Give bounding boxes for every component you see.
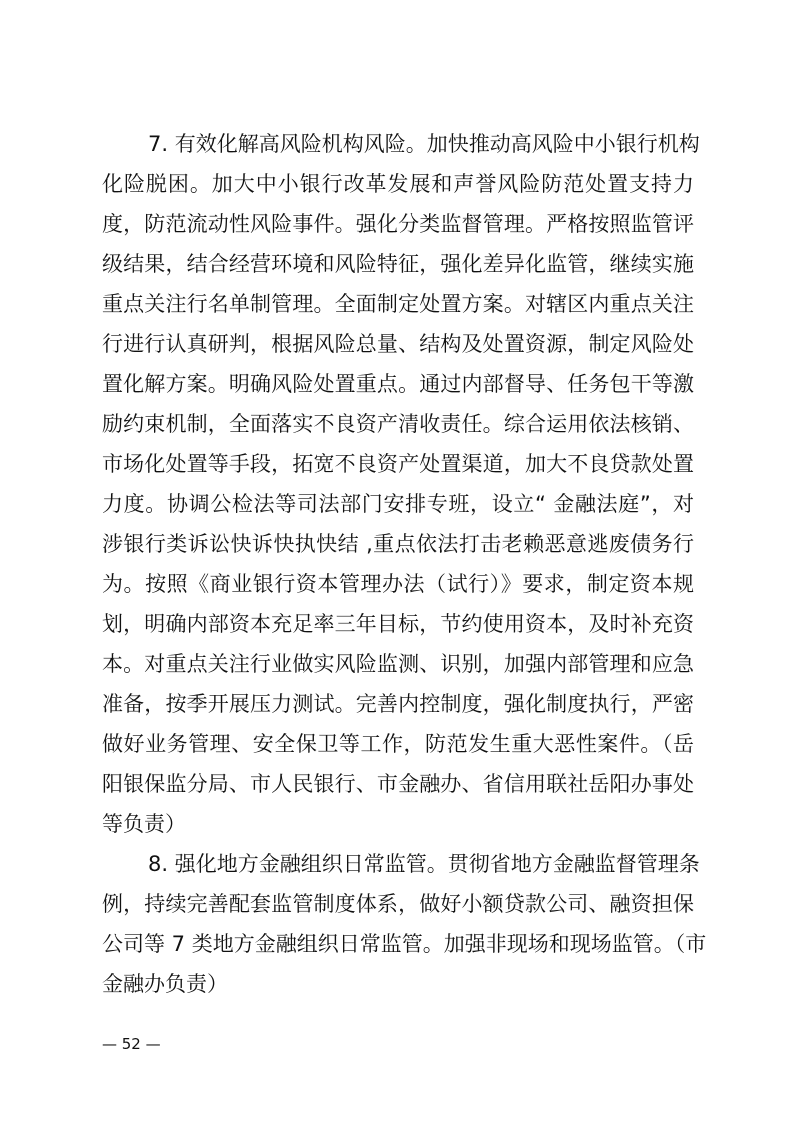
text-line: 涉银行类诉讼快诉快执快结 ,重点依法打击老赖恶意逃废债务行 [102, 532, 694, 556]
text-line: 力度。协调公检法等司法部门安排专班，设立“ 金融法庭”，对 [102, 492, 694, 516]
text-line: 例，持续完善配套监管制度体系，做好小额贷款公司、融资担保 [102, 892, 694, 916]
text-line: 级结果，结合经营环境和风险特征，强化差异化监管，继续实施 [102, 252, 694, 276]
text-line: 化险脱困。加大中小银行改革发展和声誉风险防范处置支持力 [102, 172, 694, 196]
text-line: 做好业务管理、安全保卫等工作，防范发生重大恶性案件。（岳 [102, 732, 694, 756]
text-line: 阳银保监分局、市人民银行、市金融办、省信用联社岳阳办事处 [102, 772, 694, 796]
text-line: 公司等 7 类地方金融组织日常监管。加强非现场和现场监管。（市 [102, 932, 707, 956]
text-line: 本。对重点关注行业做实风险监测、识别，加强内部管理和应急 [102, 652, 694, 676]
paragraph-7 [102, 124, 700, 844]
text-line: 为。按照《商业银行资本管理办法（试行）》要求，制定资本规 [102, 572, 694, 596]
text-line: 行进行认真研判，根据风险总量、结构及处置资源，制定风险处 [102, 332, 694, 356]
text-line: 市场化处置等手段，拓宽不良资产处置渠道，加大不良贷款处置 [102, 452, 694, 476]
text-line: 7. 有效化解高风险机构风险。加快推动高风险中小银行机构 [148, 132, 700, 156]
text-line: 准备，按季开展压力测试。完善内控制度，强化制度执行，严密 [102, 692, 694, 716]
page-number: — 52 — [102, 1035, 161, 1053]
text-line: 置化解方案。明确风险处置重点。通过内部督导、任务包干等激 [102, 372, 694, 396]
paragraph-8 [102, 844, 707, 1004]
text-line: 8. 强化地方金融组织日常监管。贯彻省地方金融监督管理条 [148, 852, 700, 876]
text-line: 励约束机制，全面落实不良资产清收责任。综合运用依法核销、 [102, 412, 694, 436]
text-line: 金融办负责） [102, 972, 228, 996]
text-line: 等负责） [102, 812, 186, 836]
text-line: 划，明确内部资本充足率三年目标，节约使用资本，及时补充资 [102, 612, 694, 636]
document-body [102, 124, 707, 1004]
text-line: 重点关注行名单制管理。全面制定处置方案。对辖区内重点关注 [102, 292, 694, 316]
text-line: 度，防范流动性风险事件。强化分类监督管理。严格按照监管评 [102, 212, 694, 236]
